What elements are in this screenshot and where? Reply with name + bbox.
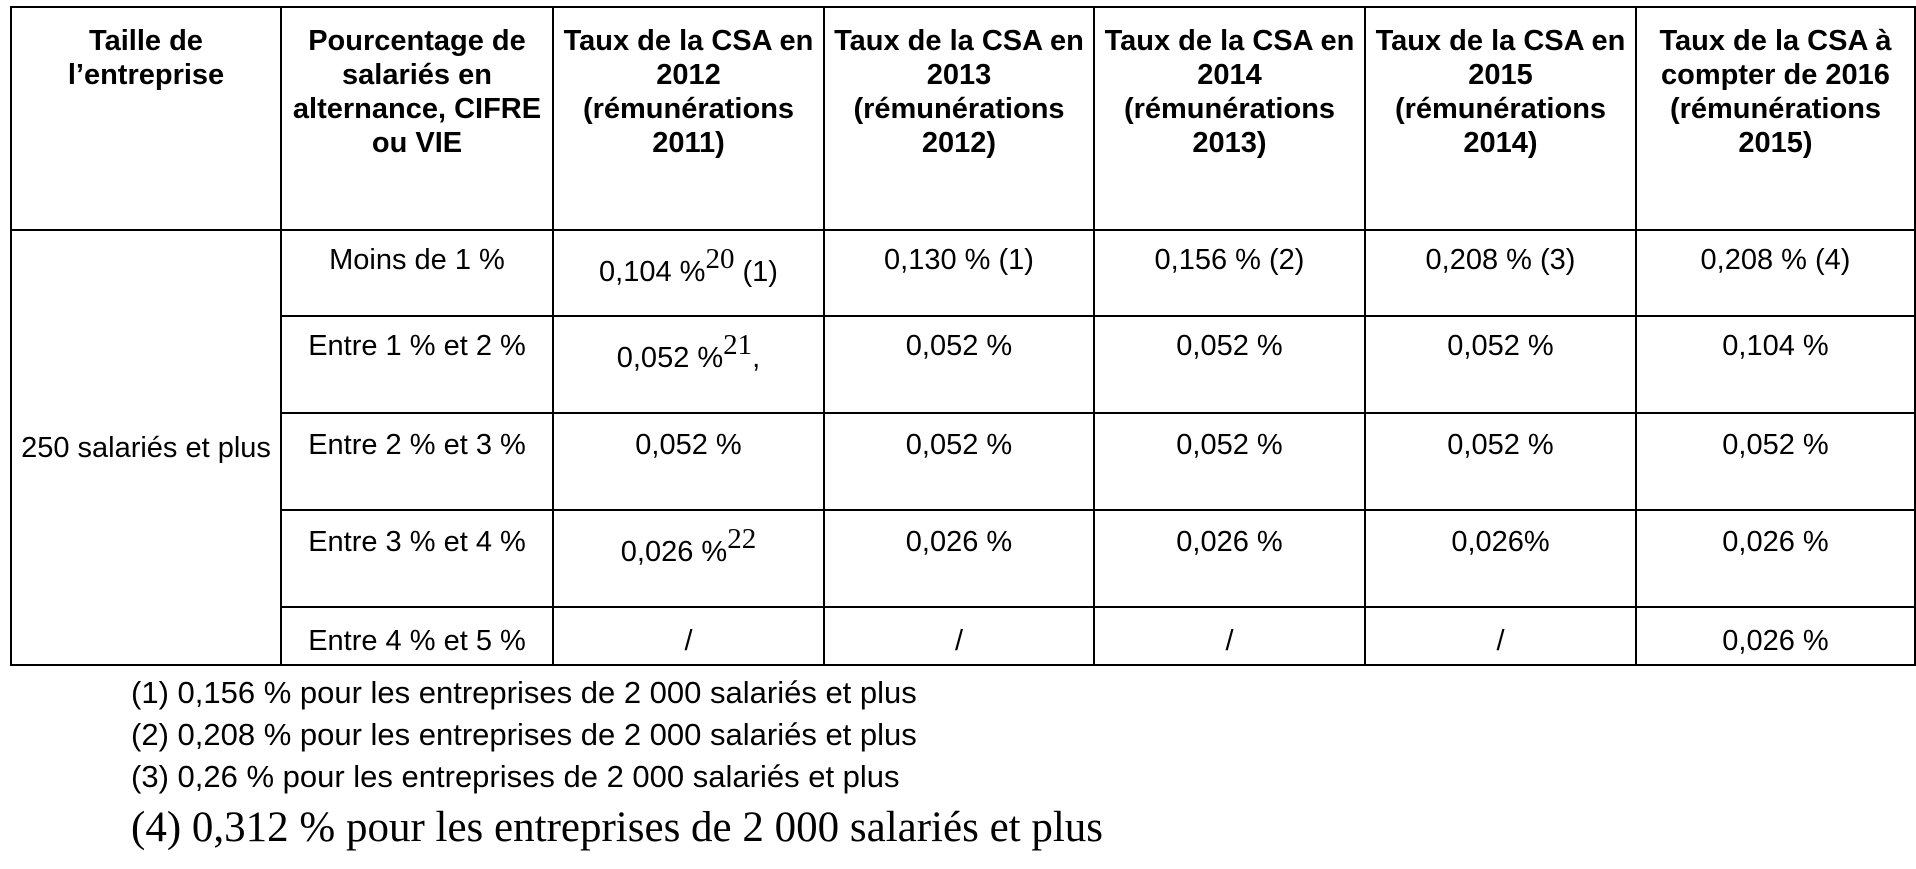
rate-2012-cell — [553, 316, 824, 413]
rate-2015-cell: 0,052 % — [1365, 316, 1636, 413]
csa-rates-table — [10, 6, 1916, 666]
rate-2013-cell: 0,052 % — [824, 316, 1094, 413]
range-cell: Entre 3 % et 4 % — [281, 510, 553, 607]
rate-2013-cell: 0,052 % — [824, 413, 1094, 510]
table-row — [11, 316, 1915, 413]
header-rate-2016: Taux de la CSA à compter de 2016 (rémunérations 2015) — [1636, 7, 1915, 230]
rate-value: 0,052 % — [635, 429, 742, 461]
rate-2012-cell — [553, 230, 824, 316]
range-cell: Moins de 1 % — [281, 230, 553, 316]
rate-2015-cell: 0,052 % — [1365, 413, 1636, 510]
header-rate-2015: Taux de la CSA en 2015 (rémunérations 2014) — [1365, 7, 1636, 230]
rate-2015-cell: 0,026% — [1365, 510, 1636, 607]
rate-2013-cell: 0,026 % — [824, 510, 1094, 607]
rate-2013-cell: / — [824, 607, 1094, 665]
footnote-ref: 22 — [727, 523, 757, 555]
company-size-cell: 250 salariés et plus — [11, 230, 281, 665]
rate-2012-cell — [553, 607, 824, 665]
footnote-ref: 21 — [723, 329, 753, 361]
rate-2014-cell: 0,052 % — [1094, 316, 1365, 413]
rate-2014-cell: 0,156 % (2) — [1094, 230, 1365, 316]
footnotes — [131, 672, 1103, 856]
header-row — [11, 7, 1915, 230]
header-rate-2014: Taux de la CSA en 2014 (rémunérations 2013) — [1094, 7, 1365, 230]
rate-2014-cell: 0,026 % — [1094, 510, 1365, 607]
table-row — [11, 230, 1915, 316]
rate-2016-cell: 0,026 % — [1636, 510, 1915, 607]
table-row — [11, 413, 1915, 510]
range-cell: Entre 4 % et 5 % — [281, 607, 553, 665]
rate-value: / — [684, 625, 693, 657]
rate-2015-cell: / — [1365, 607, 1636, 665]
rate-2014-cell: 0,052 % — [1094, 413, 1365, 510]
header-percentage-employees: Pourcentage de salariés en alternance, CIFRE ou VIE — [281, 7, 553, 230]
header-company-size: Taille de l’entreprise — [11, 7, 281, 230]
footnote-2: (2) 0,208 % pour les entreprises de 2 000 salariés et plus — [131, 717, 917, 752]
footnote-ref: 20 — [705, 243, 735, 275]
range-cell: Entre 1 % et 2 % — [281, 316, 553, 413]
footnote-3: (3) 0,26 % pour les entreprises de 2 000 salariés et plus — [131, 759, 900, 794]
rate-suffix: (1) — [734, 256, 778, 288]
rate-2016-cell: 0,208 % (4) — [1636, 230, 1915, 316]
header-rate-2013: Taux de la CSA en 2013 (rémunérations 2012) — [824, 7, 1094, 230]
table-row — [11, 607, 1915, 665]
rate-2016-cell: 0,052 % — [1636, 413, 1915, 510]
rate-2016-cell: 0,026 % — [1636, 607, 1915, 665]
rate-2012-cell — [553, 510, 824, 607]
rate-value: 0,104 % — [599, 256, 706, 288]
rate-2015-cell: 0,208 % (3) — [1365, 230, 1636, 316]
table-row — [11, 510, 1915, 607]
range-cell: Entre 2 % et 3 % — [281, 413, 553, 510]
footnote-1: (1) 0,156 % pour les entreprises de 2 000 salariés et plus — [131, 675, 917, 710]
rate-2014-cell: / — [1094, 607, 1365, 665]
rate-value: 0,026 % — [620, 536, 728, 568]
rate-2016-cell: 0,104 % — [1636, 316, 1915, 413]
rate-2013-cell: 0,130 % (1) — [824, 230, 1094, 316]
footnote-4: (4) 0,312 % pour les entreprises de 2 000 salariés et plus — [131, 804, 1104, 851]
rate-2012-cell — [553, 413, 824, 510]
rate-value: 0,052 % — [616, 342, 724, 374]
header-rate-2012: Taux de la CSA en 2012 (rémunérations 2011) — [553, 7, 824, 230]
rate-suffix: , — [752, 342, 761, 374]
